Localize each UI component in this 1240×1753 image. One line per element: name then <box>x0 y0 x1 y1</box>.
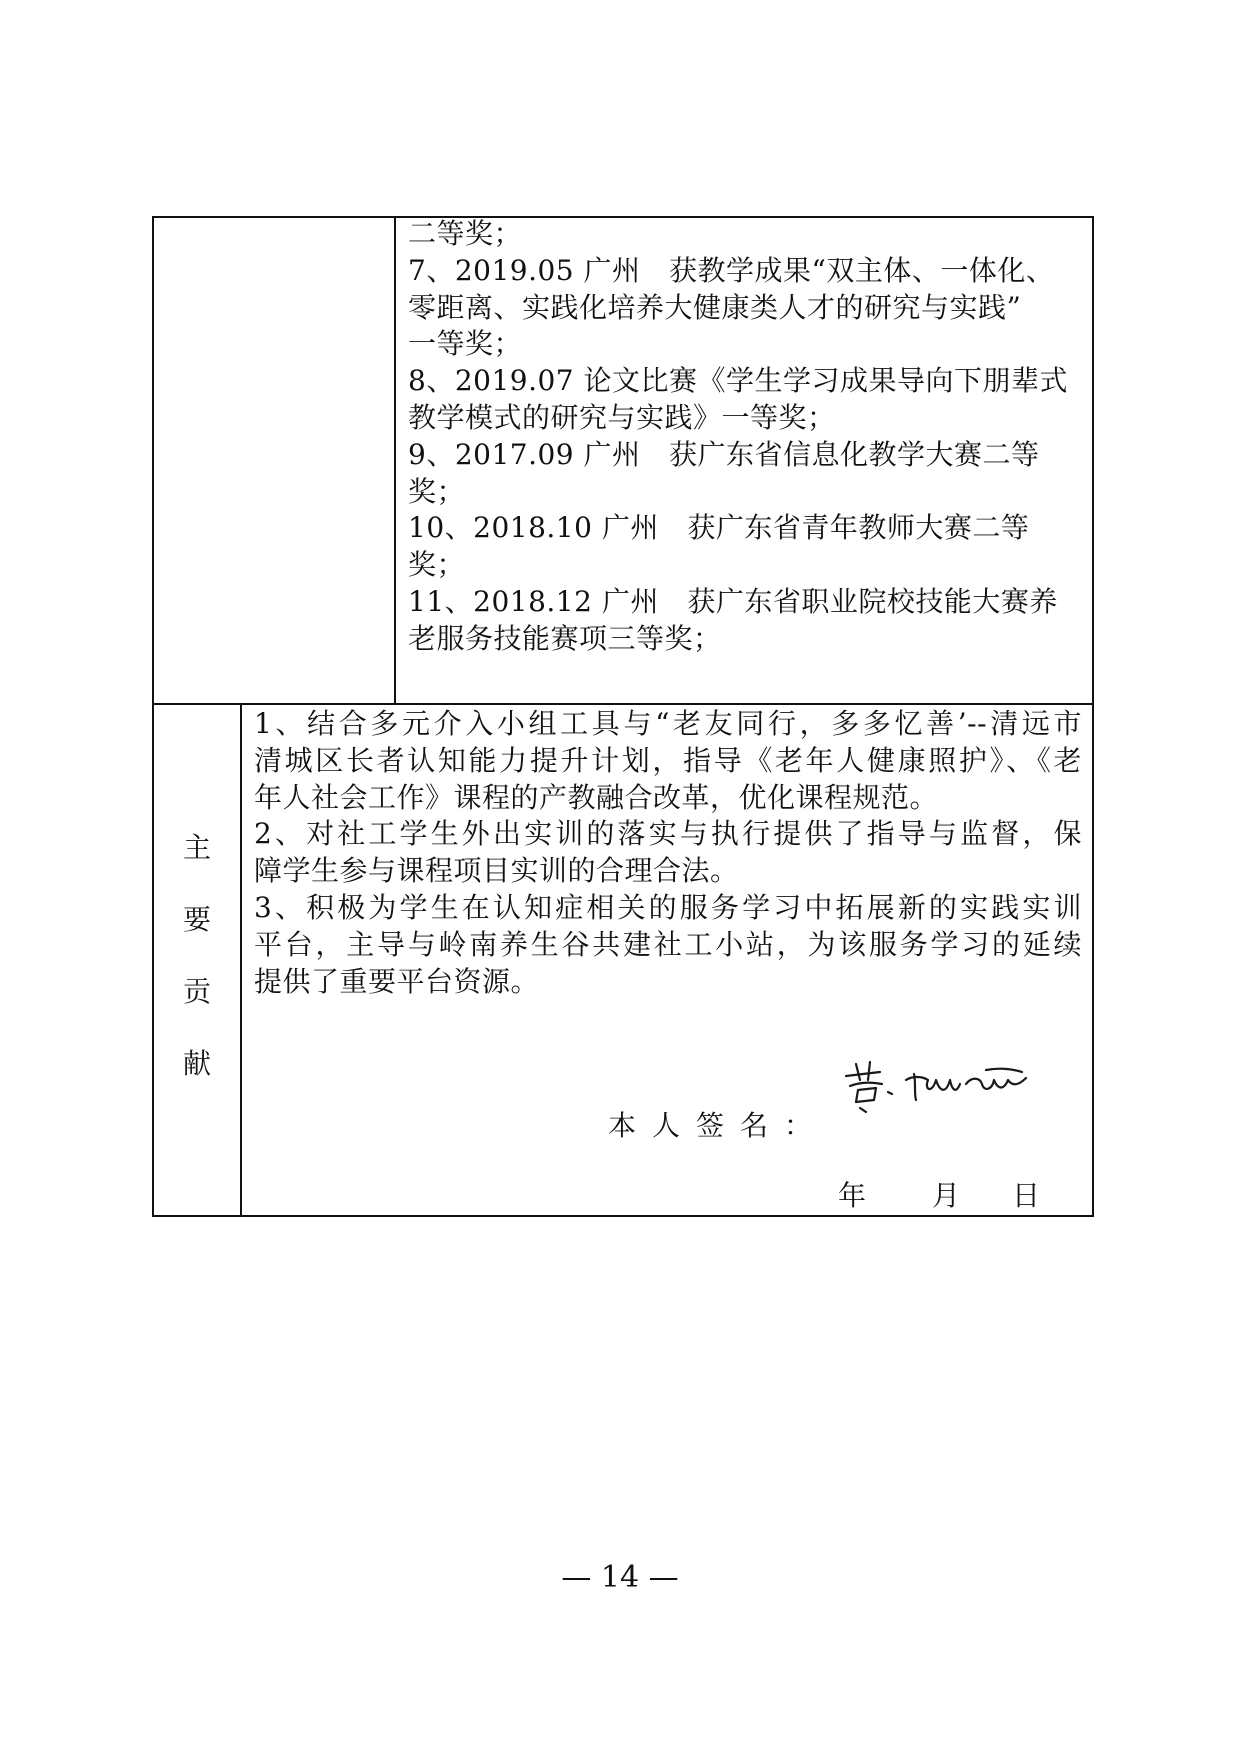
handwritten-signature <box>836 1050 1036 1120</box>
award-line: 9、2017.09 广州 获广东省信息化教学大赛二等 <box>408 437 1040 471</box>
column-divider-contributions <box>240 704 242 1217</box>
contribution-line: 提供了重要平台资源。 <box>254 964 540 998</box>
contribution-line: 清城区长者认知能力提升计划，指导《老年人健康照护》、《老 <box>254 743 1082 777</box>
row-divider <box>152 703 1094 705</box>
award-line: 7、2019.05 广州 获教学成果“双主体、一体化、 <box>408 253 1055 287</box>
award-line: 一等奖； <box>408 327 523 361</box>
contribution-line: 平台，主导与岭南养生谷共建社工小站，为该服务学习的延续 <box>254 927 1082 961</box>
section-label-char: 要 <box>182 903 211 936</box>
awards-cell <box>408 216 1084 658</box>
contributions-cell <box>254 706 1082 1000</box>
page-number: — 14 — <box>561 1560 679 1595</box>
date-month-label: 月 <box>932 1179 961 1212</box>
section-label-char: 献 <box>182 1047 211 1080</box>
signature-label: 本人签名： <box>608 1109 829 1142</box>
award-line: 11、2018.12 广州 获广东省职业院校技能大赛养 <box>408 584 1058 618</box>
section-label-char: 贡 <box>182 975 211 1008</box>
section-label-char: 主 <box>182 831 211 864</box>
column-divider-awards <box>394 216 396 704</box>
award-line: 奖； <box>408 548 466 582</box>
award-line: 10、2018.10 广州 获广东省青年教师大赛二等 <box>408 511 1030 545</box>
award-line: 二等奖； <box>408 217 523 250</box>
date-day-label: 日 <box>1012 1179 1041 1212</box>
award-line: 奖； <box>408 474 466 508</box>
contribution-line: 2、对社工学生外出实训的落实与执行提供了指导与监督，保 <box>254 817 1082 851</box>
award-line: 老服务技能赛项三等奖； <box>408 621 722 655</box>
contribution-line: 1、结合多元介入小组工具与“老友同行，多多忆善’--清远市 <box>254 707 1082 740</box>
award-line: 教学模式的研究与实践》一等奖； <box>408 400 836 434</box>
award-line: 零距离、实践化培养大健康类人才的研究与实践” <box>408 290 1022 324</box>
award-line: 8、2019.07 论文比赛《学生学习成果导向下朋辈式 <box>408 364 1069 398</box>
contribution-line: 3、积极为学生在认知症相关的服务学习中拓展新的实践实训 <box>254 890 1082 924</box>
date-year-label: 年 <box>838 1179 867 1212</box>
contribution-line: 年人社会工作》课程的产教融合改革，优化课程规范。 <box>254 780 939 814</box>
contribution-line: 障学生参与课程项目实训的合理合法。 <box>254 854 739 888</box>
